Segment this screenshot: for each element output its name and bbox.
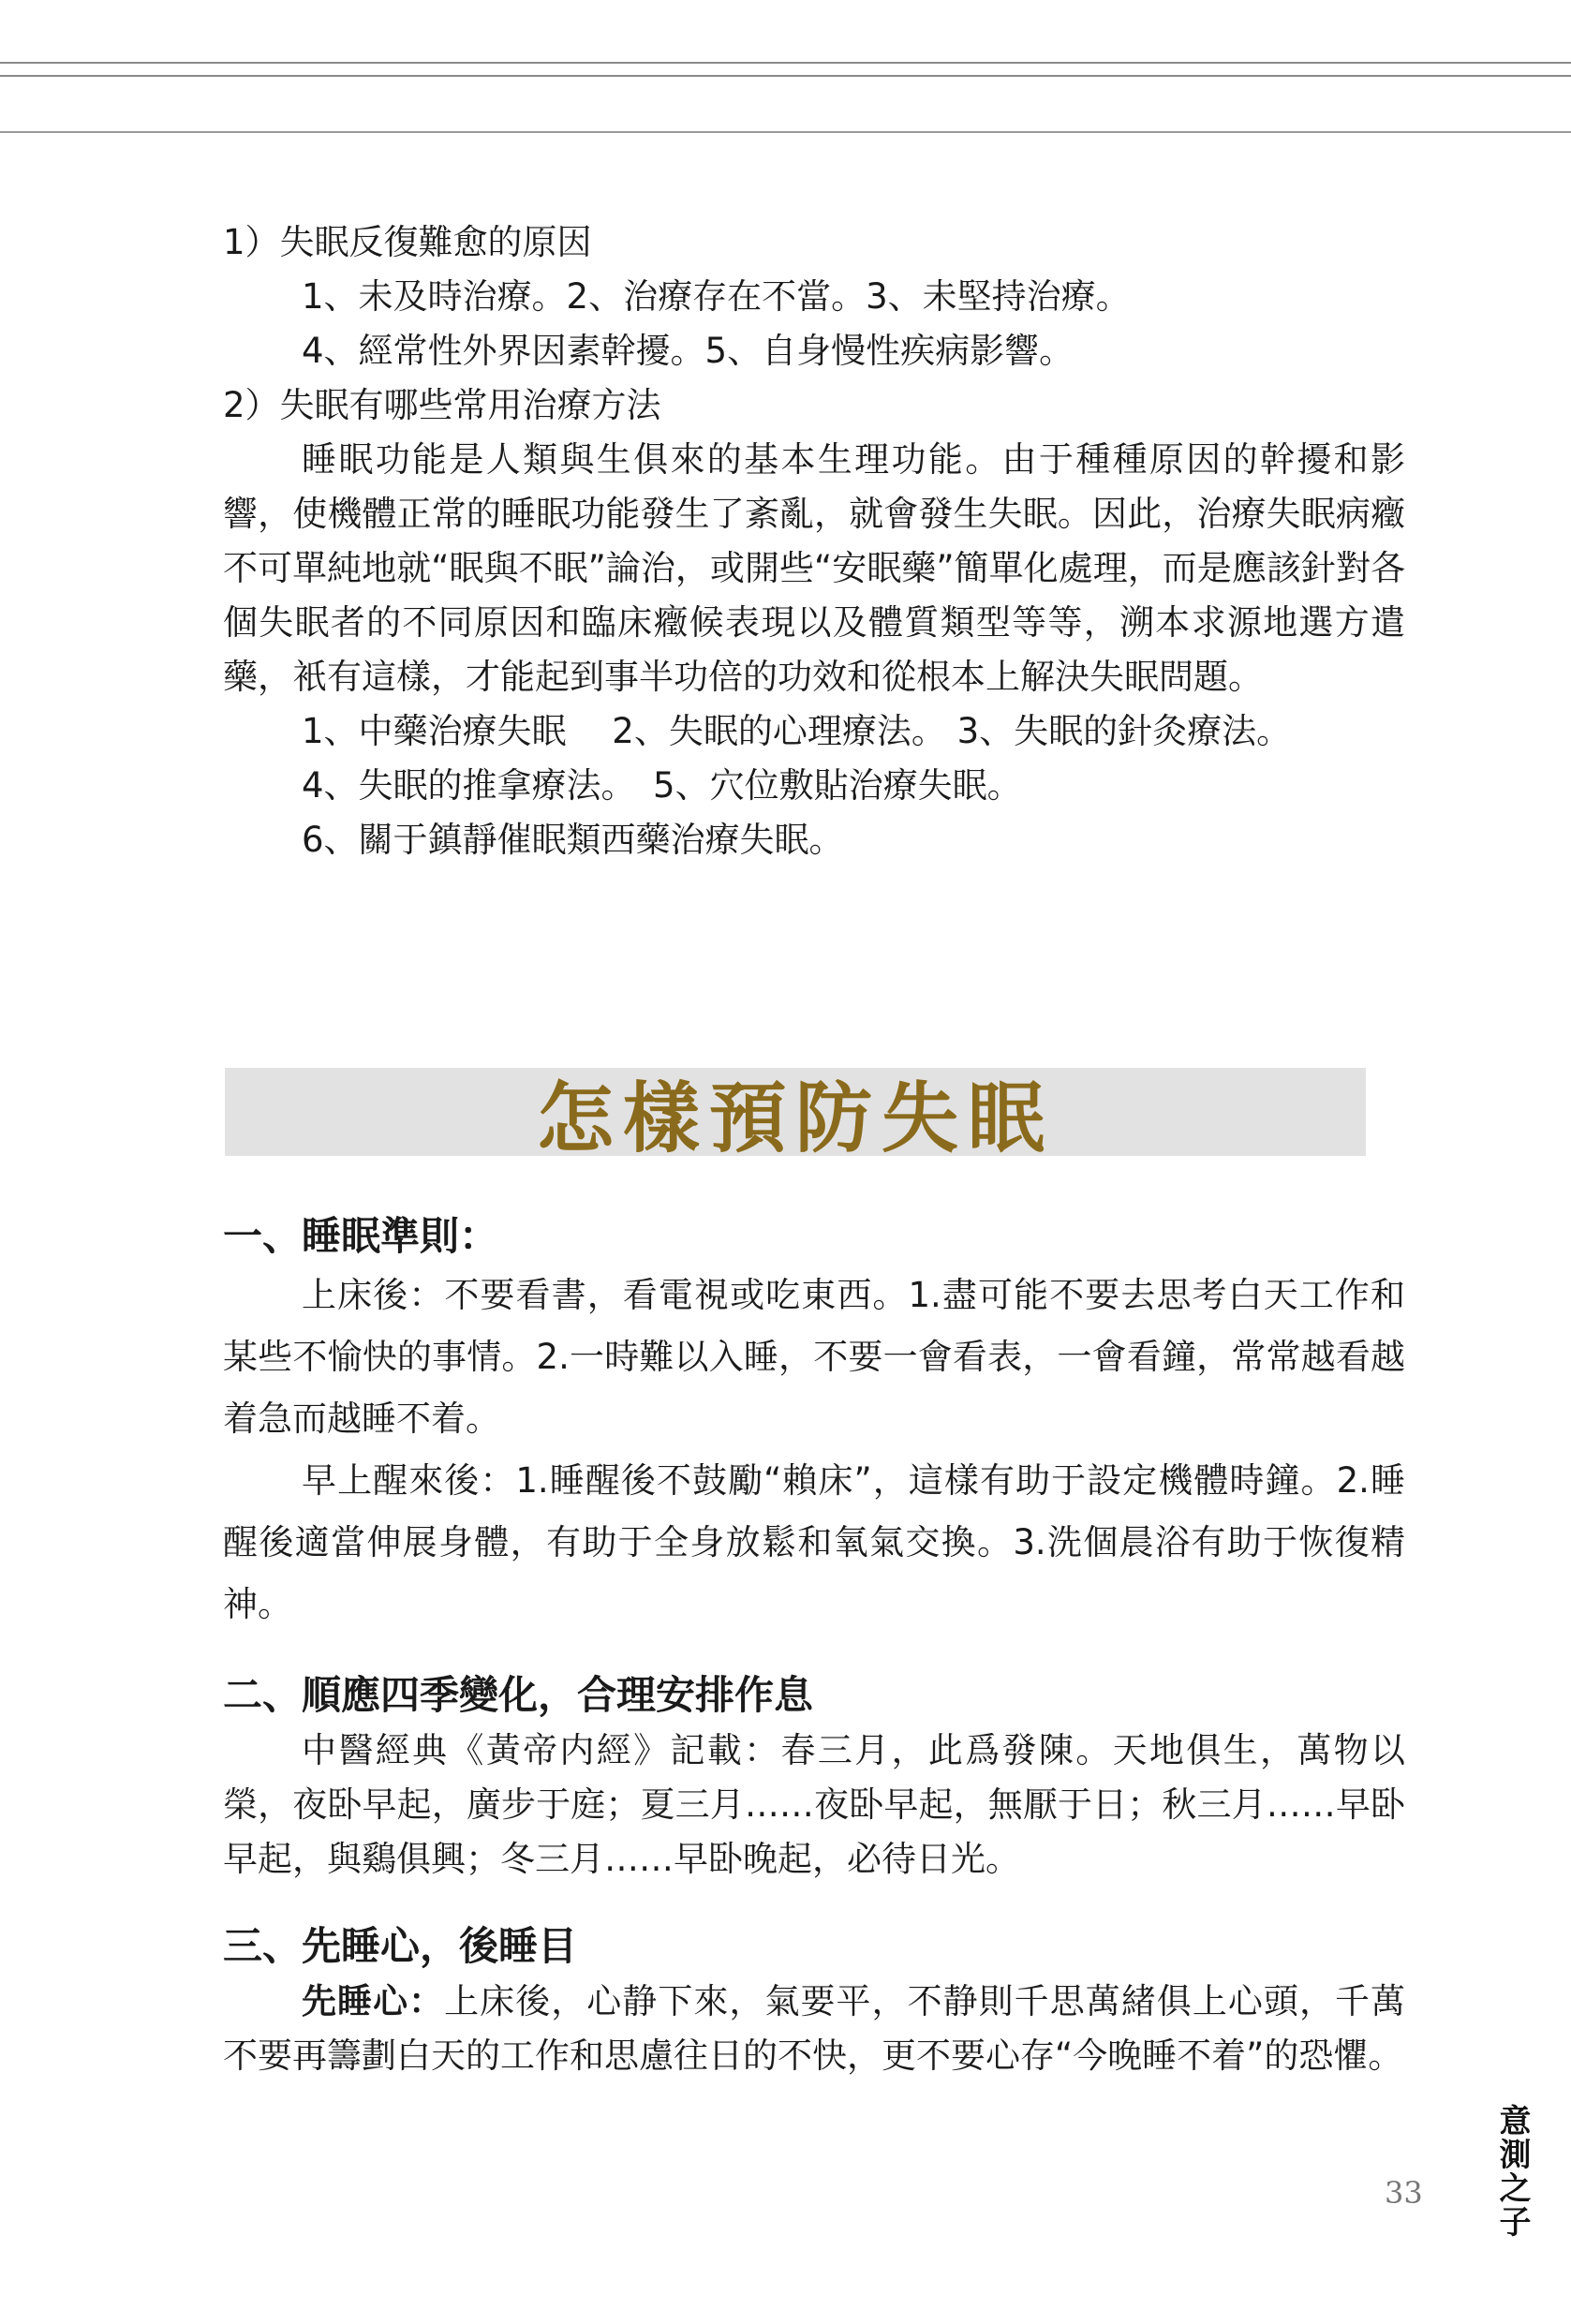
header-rule-top bbox=[0, 62, 1571, 64]
sleep-mind-text: 上床後，心静下來，氣要平，不静則千思萬緒俱上心頭，千萬不要再籌劃白天的工作和思慮往日的不快，更不要心存“今晚睡不着”的恐懼。 bbox=[223, 1981, 1406, 2076]
sleep-rules-para-2: 早上醒來後：1.睡醒後不鼓勵“賴床”，這樣有助于設定機體時鐘。2.睡醒後適當伸展身體，有助于全身放鬆和氧氣交換。3.洗個晨浴有助于恢復精神。 bbox=[223, 1460, 1405, 1624]
sleep-mind-lead: 先睡心： bbox=[302, 1981, 445, 2021]
header-rule-middle bbox=[0, 75, 1571, 77]
methods-line-1: 1、中藥治療失眠 2、失眠的心理療法。 3、失眠的針灸療法。 bbox=[302, 711, 1292, 751]
methods-line-2: 4、失眠的推拿療法。 5、穴位敷貼治療失眠。 bbox=[302, 765, 1022, 806]
heading-methods: 2）失眠有哪些常用治療方法 bbox=[223, 385, 661, 425]
causes-line-1: 1、未及時治療。2、治療存在不當。3、未堅持治療。 bbox=[302, 276, 1131, 317]
heading-sleep-mind: 三、先睡心，後睡目 bbox=[223, 1923, 578, 1969]
heading-causes: 1）失眠反復難愈的原因 bbox=[223, 222, 592, 262]
heading-seasons: 二、順應四季變化，合理安排作息 bbox=[223, 1672, 814, 1718]
methods-line-3: 6、關于鎮靜催眠類西藥治療失眠。 bbox=[302, 820, 844, 860]
header-rule-bottom bbox=[0, 131, 1571, 133]
part1-block bbox=[223, 215, 1405, 867]
methods-paragraph: 睡眠功能是人類與生俱來的基本生理功能。由于種種原因的幹擾和影響，使機體正常的睡眠功能發生了紊亂，就會發生失眠。因此，治療失眠病癥不可單純地就“眠與不眠”論治，或開些“安眠藥”簡單化處理，而是應該針對各個失眠者的不同原因和臨床癥候表現以及體質類型等等，溯本求源地選方遣藥，衹有這樣，才能起到事半功倍的功效和從根本上解決失眠問題。 bbox=[223, 439, 1405, 697]
sleep-rules-para-1: 上床後：不要看書，看電視或吃東西。1.盡可能不要去思考白天工作和某些不愉快的事情。2.一時難以入睡，不要一會看表，一會看鐘，常常越看越着急而越睡不着。 bbox=[223, 1275, 1405, 1439]
sleep-mind-para bbox=[223, 1975, 1405, 2083]
prevention-block bbox=[223, 1208, 1405, 2083]
section-title: 怎樣預防失眠 bbox=[536, 1073, 1054, 1163]
section-title-banner bbox=[225, 1068, 1366, 1163]
causes-line-2: 4、經常性外界因素幹擾。5、自身慢性疾病影響。 bbox=[302, 331, 1075, 371]
seasons-para: 中醫經典《黃帝内經》記載：春三月，此爲發陳。天地俱生，萬物以榮，夜卧早起，廣步于庭；夏三月……夜卧早起，無厭于日；秋三月……早卧早起，與鷄俱興；冬三月……早卧晚起，必待日光。 bbox=[223, 1730, 1405, 1879]
side-label: 意測之子 bbox=[1493, 2104, 1531, 2239]
heading-sleep-rules: 一、睡眠準則： bbox=[223, 1213, 499, 1259]
page-number: 33 bbox=[1385, 2175, 1423, 2211]
